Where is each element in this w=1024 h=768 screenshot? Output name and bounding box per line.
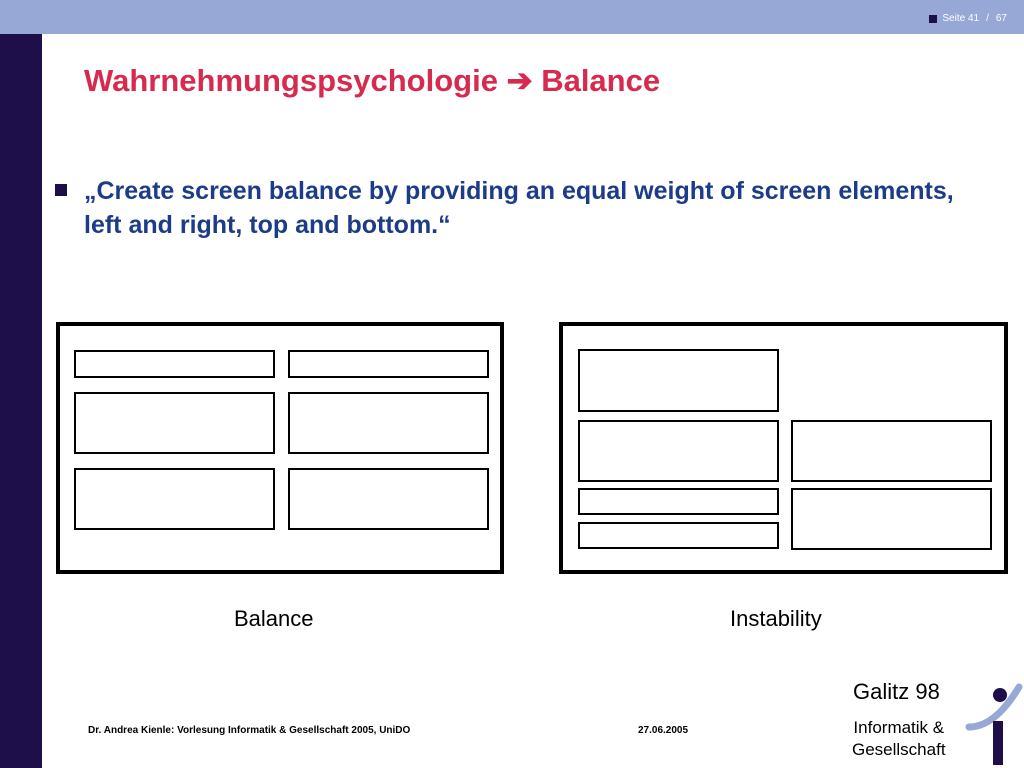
instability-box-bottom-right bbox=[791, 488, 992, 550]
balance-box-middle-left bbox=[74, 392, 275, 454]
arrow-icon: ➔ bbox=[506, 63, 533, 98]
page-total: 67 bbox=[995, 13, 1007, 24]
sidebar-bar bbox=[0, 0, 42, 768]
instability-screen-frame bbox=[559, 322, 1008, 574]
instability-caption: Instability bbox=[730, 606, 822, 631]
footer-author: Dr. Andrea Kienle: Vorlesung Informatik & Gesellschaft 2005, UniDO bbox=[88, 725, 411, 736]
balance-box-top-left bbox=[74, 350, 275, 378]
footer-date: 27.06.2005 bbox=[638, 725, 689, 736]
instability-box-small-1 bbox=[578, 488, 779, 515]
source-reference: Galitz 98 bbox=[853, 679, 940, 704]
department-label bbox=[852, 717, 946, 761]
title-text: Wahrnehmungspsychologie bbox=[84, 63, 498, 98]
balance-box-bottom-left bbox=[74, 468, 275, 530]
balance-box-top-right bbox=[288, 350, 489, 378]
page-square-icon bbox=[929, 15, 937, 23]
quote-text: „Create screen balance by providing an equal weight of screen elements, left and right, top and bottom.“ bbox=[84, 177, 954, 239]
instability-box-middle-left bbox=[578, 420, 779, 482]
instability-box-small-2 bbox=[578, 522, 779, 549]
balance-screen-frame bbox=[56, 322, 504, 574]
department-line-2: Gesellschaft bbox=[852, 740, 946, 759]
slide-title bbox=[84, 63, 660, 99]
balance-box-middle-right bbox=[288, 392, 489, 454]
page-number bbox=[929, 13, 1007, 24]
instability-box-middle-right bbox=[791, 420, 992, 482]
balance-box-bottom-right bbox=[288, 468, 489, 530]
page-label: Seite 41 bbox=[942, 13, 980, 24]
page-separator: / bbox=[986, 13, 989, 24]
header-bar bbox=[0, 0, 1024, 34]
instability-box-top-left bbox=[578, 349, 779, 412]
title-suffix: Balance bbox=[541, 63, 661, 98]
department-line-1: Informatik & bbox=[853, 718, 945, 737]
university-logo-icon bbox=[965, 683, 1023, 765]
bullet-item bbox=[55, 174, 955, 242]
balance-caption: Balance bbox=[234, 606, 314, 631]
square-bullet-icon bbox=[55, 184, 67, 196]
